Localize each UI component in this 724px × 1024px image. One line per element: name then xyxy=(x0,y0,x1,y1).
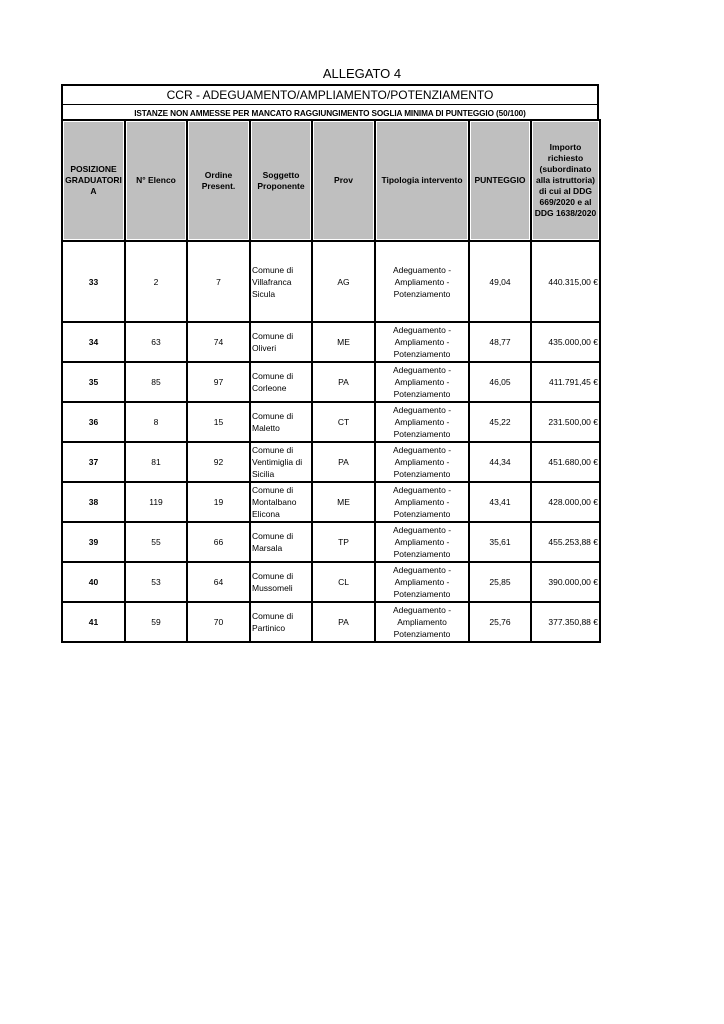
cell-ordine: 19 xyxy=(187,482,250,522)
cell-prov: PA xyxy=(312,442,375,482)
cell-soggetto: Comune di Oliveri xyxy=(250,322,312,362)
cell-posizione: 39 xyxy=(62,522,125,562)
cell-posizione: 34 xyxy=(62,322,125,362)
table-title: CCR - ADEGUAMENTO/AMPLIAMENTO/POTENZIAMENTO xyxy=(63,86,597,105)
table-row xyxy=(62,522,600,562)
cell-prov: CT xyxy=(312,402,375,442)
cell-posizione: 37 xyxy=(62,442,125,482)
header-elenco: N° Elenco xyxy=(125,120,187,241)
table-row xyxy=(62,562,600,602)
cell-prov: AG xyxy=(312,241,375,322)
cell-punteggio: 35,61 xyxy=(469,522,531,562)
cell-punteggio: 25,76 xyxy=(469,602,531,642)
table-row xyxy=(62,602,600,642)
cell-soggetto: Comune di Marsala xyxy=(250,522,312,562)
cell-importo: 411.791,45 € xyxy=(531,362,600,402)
cell-posizione: 41 xyxy=(62,602,125,642)
cell-tipologia: Adeguamento - Ampliamento Potenziamento xyxy=(375,602,469,642)
document-title: ALLEGATO 4 xyxy=(322,66,402,81)
cell-importo: 440.315,00 € xyxy=(531,241,600,322)
cell-punteggio: 49,04 xyxy=(469,241,531,322)
header-prov: Prov xyxy=(312,120,375,241)
cell-elenco: 81 xyxy=(125,442,187,482)
cell-importo: 451.680,00 € xyxy=(531,442,600,482)
cell-soggetto: Comune di Corleone xyxy=(250,362,312,402)
cell-punteggio: 48,77 xyxy=(469,322,531,362)
cell-prov: PA xyxy=(312,362,375,402)
header-posizione: POSIZIONE GRADUATORI A xyxy=(62,120,125,241)
cell-tipologia: Adeguamento - Ampliamento - Potenziamento xyxy=(375,562,469,602)
graduatoria-table xyxy=(61,119,601,643)
cell-posizione: 35 xyxy=(62,362,125,402)
cell-importo: 377.350,88 € xyxy=(531,602,600,642)
header-row xyxy=(62,120,600,241)
cell-posizione: 38 xyxy=(62,482,125,522)
cell-soggetto: Comune di Ventimiglia di Sicilia xyxy=(250,442,312,482)
cell-prov: ME xyxy=(312,482,375,522)
cell-ordine: 15 xyxy=(187,402,250,442)
header-punteggio: PUNTEGGIO xyxy=(469,120,531,241)
table-caption-box xyxy=(61,84,599,124)
cell-importo: 435.000,00 € xyxy=(531,322,600,362)
table-row xyxy=(62,402,600,442)
cell-ordine: 7 xyxy=(187,241,250,322)
header-tipologia: Tipologia intervento xyxy=(375,120,469,241)
cell-prov: TP xyxy=(312,522,375,562)
cell-punteggio: 45,22 xyxy=(469,402,531,442)
cell-soggetto: Comune di Maletto xyxy=(250,402,312,442)
cell-posizione: 33 xyxy=(62,241,125,322)
cell-ordine: 64 xyxy=(187,562,250,602)
cell-punteggio: 25,85 xyxy=(469,562,531,602)
cell-elenco: 119 xyxy=(125,482,187,522)
header-importo: Importo richiesto (subordinato alla istruttoria) di cui al DDG 669/2020 e al DDG 1638/2020 xyxy=(531,120,600,241)
cell-punteggio: 46,05 xyxy=(469,362,531,402)
cell-soggetto: Comune di Montalbano Elicona xyxy=(250,482,312,522)
cell-tipologia: Adeguamento - Ampliamento - Potenziamento xyxy=(375,522,469,562)
cell-elenco: 8 xyxy=(125,402,187,442)
cell-ordine: 97 xyxy=(187,362,250,402)
cell-elenco: 85 xyxy=(125,362,187,402)
cell-importo: 428.000,00 € xyxy=(531,482,600,522)
header-ordine: Ordine Present. xyxy=(187,120,250,241)
cell-importo: 231.500,00 € xyxy=(531,402,600,442)
cell-punteggio: 44,34 xyxy=(469,442,531,482)
cell-ordine: 70 xyxy=(187,602,250,642)
table-row xyxy=(62,322,600,362)
cell-posizione: 40 xyxy=(62,562,125,602)
cell-soggetto: Comune di Partinico xyxy=(250,602,312,642)
cell-tipologia: Adeguamento - Ampliamento - Potenziamento xyxy=(375,322,469,362)
cell-prov: PA xyxy=(312,602,375,642)
cell-elenco: 63 xyxy=(125,322,187,362)
table-row xyxy=(62,482,600,522)
cell-ordine: 74 xyxy=(187,322,250,362)
cell-posizione: 36 xyxy=(62,402,125,442)
table-row xyxy=(62,241,600,322)
cell-soggetto: Comune di Villafranca Sicula xyxy=(250,241,312,322)
table-row xyxy=(62,442,600,482)
table-subtitle: ISTANZE NON AMMESSE PER MANCATO RAGGIUNGIMENTO SOGLIA MINIMA DI PUNTEGGIO (50/100) xyxy=(134,109,526,118)
cell-tipologia: Adeguamento - Ampliamento - Potenziamento xyxy=(375,482,469,522)
cell-prov: CL xyxy=(312,562,375,602)
cell-importo: 390.000,00 € xyxy=(531,562,600,602)
table-row xyxy=(62,362,600,402)
header-soggetto: Soggetto Proponente xyxy=(250,120,312,241)
cell-elenco: 53 xyxy=(125,562,187,602)
cell-tipologia: Adeguamento - Ampliamento - Potenziamento xyxy=(375,402,469,442)
cell-tipologia: Adeguamento - Ampliamento - Potenziamento xyxy=(375,241,469,322)
cell-elenco: 55 xyxy=(125,522,187,562)
cell-tipologia: Adeguamento - Ampliamento - Potenziamento xyxy=(375,442,469,482)
cell-ordine: 92 xyxy=(187,442,250,482)
cell-punteggio: 43,41 xyxy=(469,482,531,522)
cell-tipologia: Adeguamento - Ampliamento - Potenziamento xyxy=(375,362,469,402)
cell-ordine: 66 xyxy=(187,522,250,562)
cell-soggetto: Comune di Mussomeli xyxy=(250,562,312,602)
cell-prov: ME xyxy=(312,322,375,362)
cell-importo: 455.253,88 € xyxy=(531,522,600,562)
cell-elenco: 59 xyxy=(125,602,187,642)
cell-elenco: 2 xyxy=(125,241,187,322)
